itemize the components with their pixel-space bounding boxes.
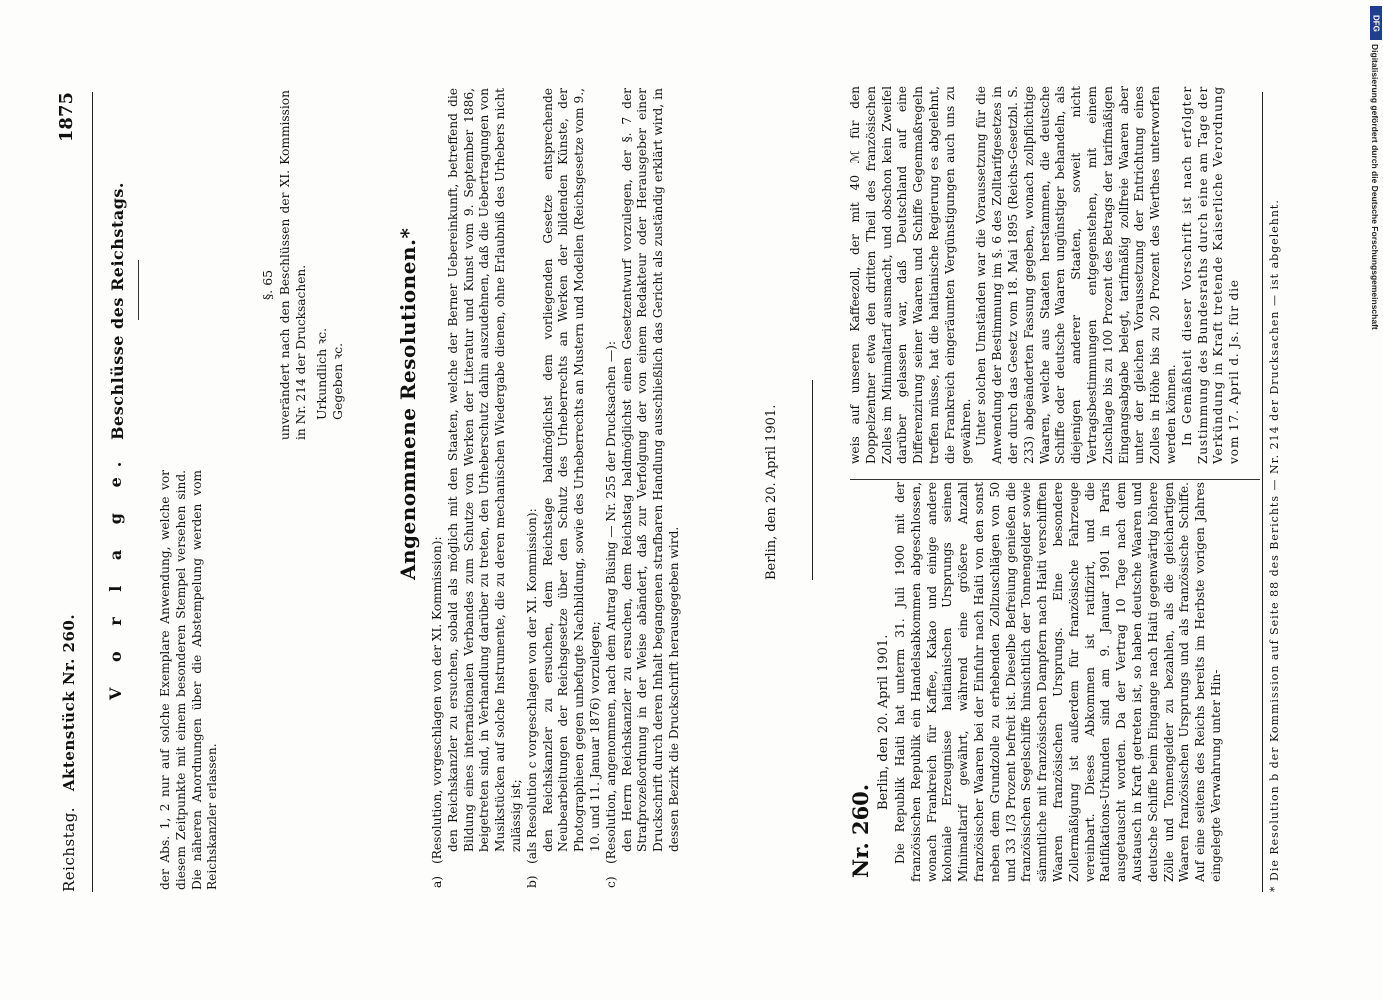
paragraph-number: §. 65 bbox=[260, 269, 275, 300]
item-head: (Resolution, angenommen, nach dem Antrag Büsing — Nr. 255 der Drucksachen —): bbox=[603, 340, 618, 864]
resolutionen-title: Angenommene Resolutionen.* bbox=[396, 227, 420, 580]
item-body: den Reichskanzler zu ersuchen, sobald als möglich mit den Staaten, welche der Berner Uebereinkunft, betreffend die Bildung eines internationalen Verbandes zum Schutze von Werken der Literatur und Kunst vom 9. September 1886, beigetreten sind, in Verhandlung darüber zu treten, den Urheberschutz dahin auszudehnen, daß die Uebertragungen von Musikstücken auf solche Instrumente, die zu deren mechanischen Wiedergabe dienen, ohne Erlaubniß des Urhebers nicht zulässig ist; bbox=[445, 88, 523, 852]
nr260-left-text: Die Republik Haiti hat unterm 31. Juli 1900 mit der französischen Republik ein Handelsabkommen abgeschlossen, wonach Frankreich für Kaffee, Kakao und einige andere koloniale Erzeugnisse haitianischen Ursprungs seinen Minimaltarif gewährt, während eine größere Anzahl französischer Waaren bei der Einfuhr nach Haiti von den sonst neben dem Grundzolle zu erhebenden Zollzuschlägen von 50 und 33 1/3 Prozent befreit ist. Dieselbe Befreiung genießen die französischen Segelschiffe hinsichtlich der Tonnengelder sowie sämmtliche mit französischen Dampfern nach Haiti verschifften Waaren französischen Ursprungs. Eine besondere Zollermäßigung ist außerdem für französische Fahrzeuge vereinbart. Dieses Abkommen ist ratifizirt, und die Ratifikations-Urkunden sind am 9. Januar 1901 in Paris ausgetauscht worden. Da der Vertrag 10 Tage nach dem Austausch in Kraft getreten ist, so haben deutsche Waaren und deutsche Schiffe beim Eingange nach Haiti gegenwärtig höhere Zölle und Tonnengelder zu bezahlen, als die gleichartigen Waaren französischen Ursprungs und als französische Schiffe. Auf eine seitens des Reichs bereits im Herbste vorigen Jahres eingelegte Verwahrung unter Hin- bbox=[893, 482, 1223, 882]
resolution-item-b bbox=[525, 88, 604, 888]
nr260-title: Nr. 260. bbox=[848, 783, 873, 878]
vorlage-title: V o r l a g e. bbox=[106, 451, 125, 700]
nr260-right-column bbox=[848, 86, 1243, 464]
resolution-item-a bbox=[430, 88, 525, 888]
gegeben-line: Gegeben ꝛc. bbox=[330, 342, 345, 420]
header-rule bbox=[92, 92, 93, 892]
item-label: c) bbox=[603, 876, 618, 888]
dfg-logo-icon: DFG bbox=[1370, 6, 1382, 40]
nr260-right-text-2: Unter solchen Umständen war die Voraussetzung für die Anwendung der Bestimmung im §. 6 des Zolltarifgesetzes in der durch das Gesetz vom 18. Mai 1895 (Reichs-Gesetzbl. S. 233) abgeänderten Fassung gegeben, wonach zollpflichtige Waaren, welche aus Staaten herstammen, die deutsche Schiffe oder deutsche Waaren ungünstiger behandeln, als diejenigen anderer Staaten, soweit nicht Vertragsbestimmungen entgegenstehen, mit einem Zuschlage bis zu 100 Prozent des Betrags der tarifmäßigen Eingangsabgabe belegt, tarifmäßig zollfreie Waaren aber unter der gleichen Voraussetzung der Entrichtung eines Zolles in Höhe bis zu 20 Prozent des Werthes unterworfen werden können. bbox=[974, 86, 1178, 464]
column-divider bbox=[850, 479, 1260, 480]
nr260-left-column bbox=[893, 482, 1225, 882]
header-aktenstueck: Aktenstück Nr. 260. bbox=[60, 613, 78, 792]
section-rule bbox=[812, 380, 813, 580]
urkundlich-line: Urkundlich ꝛc. bbox=[314, 327, 329, 420]
item-head: (Resolution, vorgeschlagen von der XI. Kommission): bbox=[430, 536, 444, 864]
footnote-rejected: Nr. 214 der Drucksachen — ist abgelehnt. bbox=[1268, 199, 1281, 474]
footnote-text: * Die Resolution b der Kommission auf Seite 88 des Berichts — bbox=[1268, 478, 1281, 892]
nr260-right-text-3: In Gemäßheit dieser Vorschrift ist nach erfolgter Zustimmung des Bundesraths durch eine am Tage der Verkündung in Kraft tretende Kaiserliche Verordnung vom 17. April d. Js. für die bbox=[1179, 86, 1242, 464]
header-reichstag: Reichstag. bbox=[60, 806, 78, 892]
footnote-rule bbox=[1262, 92, 1263, 892]
beschluesse-body bbox=[278, 90, 310, 440]
beschluesse-title: Beschlüsse des Reichstags. bbox=[108, 182, 127, 440]
item-label: a) bbox=[430, 875, 444, 888]
item-body: den Herrn Reichskanzler zu ersuchen, dem Reichstag baldmöglichst einen Gesetzentwurf vorzulegen, der §. 7 der Strafprozeßordnung in der Weise abändert, daß zur Verfolgung der von einem Redakteur oder Herausgeber einer Druckschrift durch deren Inhalt begangenen strafbaren Handlung ausschließlich das Gericht als zuständig erklärt wird, in dessen Bezirk die Druckschrift herausgegeben wird. bbox=[619, 88, 681, 852]
beschluesse-text: unverändert nach den Beschlüssen der XI. Kommission in Nr. 214 der Drucksachen. bbox=[278, 90, 308, 440]
nr260-date: Berlin, den 20. April 1901. bbox=[876, 634, 891, 810]
vorlage-body bbox=[158, 470, 221, 890]
nr260-right-text-1: weis auf unseren Kaffeezoll, der mit 40 ℳ für den Doppelzentner etwa den dritten Theil des französischen Zolles im Minimaltarif ausmacht, und obschon kein Zweifel darüber gelassen war, daß Deutschland auf eine Differenzirung seiner Waaren und Schiffe Gegenmaßregeln treffen müsse, hat die haitianische Regierung es abgelehnt, die Frankreich eingeräumten Vergünstigungen auch uns zu gewähren. bbox=[848, 86, 973, 464]
footnote bbox=[1268, 92, 1281, 892]
resolutionen-list bbox=[430, 88, 683, 888]
item-label: b) bbox=[524, 875, 539, 888]
beschluesse-rule bbox=[138, 260, 139, 320]
page-number: 1875 bbox=[56, 92, 77, 143]
item-head: (als Resolution c vorgeschlagen von der XI. Kommission): bbox=[524, 508, 539, 864]
resolution-item-c bbox=[604, 88, 683, 888]
resolutionen-date: Berlin, den 20. April 1901. bbox=[764, 404, 779, 580]
page-header bbox=[56, 92, 100, 892]
vorlage-paragraph: der Abs. 1, 2 nur auf solche Exemplare Anwendung, welche vor diesem Zeitpunkte mit einem besonderen Stempel versehen sind. Die näheren Anordnungen über die Abstempelung werden vom Reichskanzler erlassen. bbox=[158, 470, 220, 890]
closing-formula bbox=[314, 328, 346, 420]
digitization-note: Digitalisierung gefördert durch die Deutsche Forschungsgemeinschaft bbox=[1370, 44, 1380, 330]
item-body: den Reichskanzler zu ersuchen, dem Reichstage baldmöglichst dem vorliegenden Gesetze entsprechende Neubearbeitungen der Reichsgesetze über den Schutz des Urheberrechts an Werken der bildenden Künste, der Photographieen gegen unbefugte Nachbildung, sowie des Urheberrechts an Mustern und Modellen (Reichsgesetze vom 9., 10. und 11. Januar 1876) vorzulegen; bbox=[540, 88, 602, 852]
